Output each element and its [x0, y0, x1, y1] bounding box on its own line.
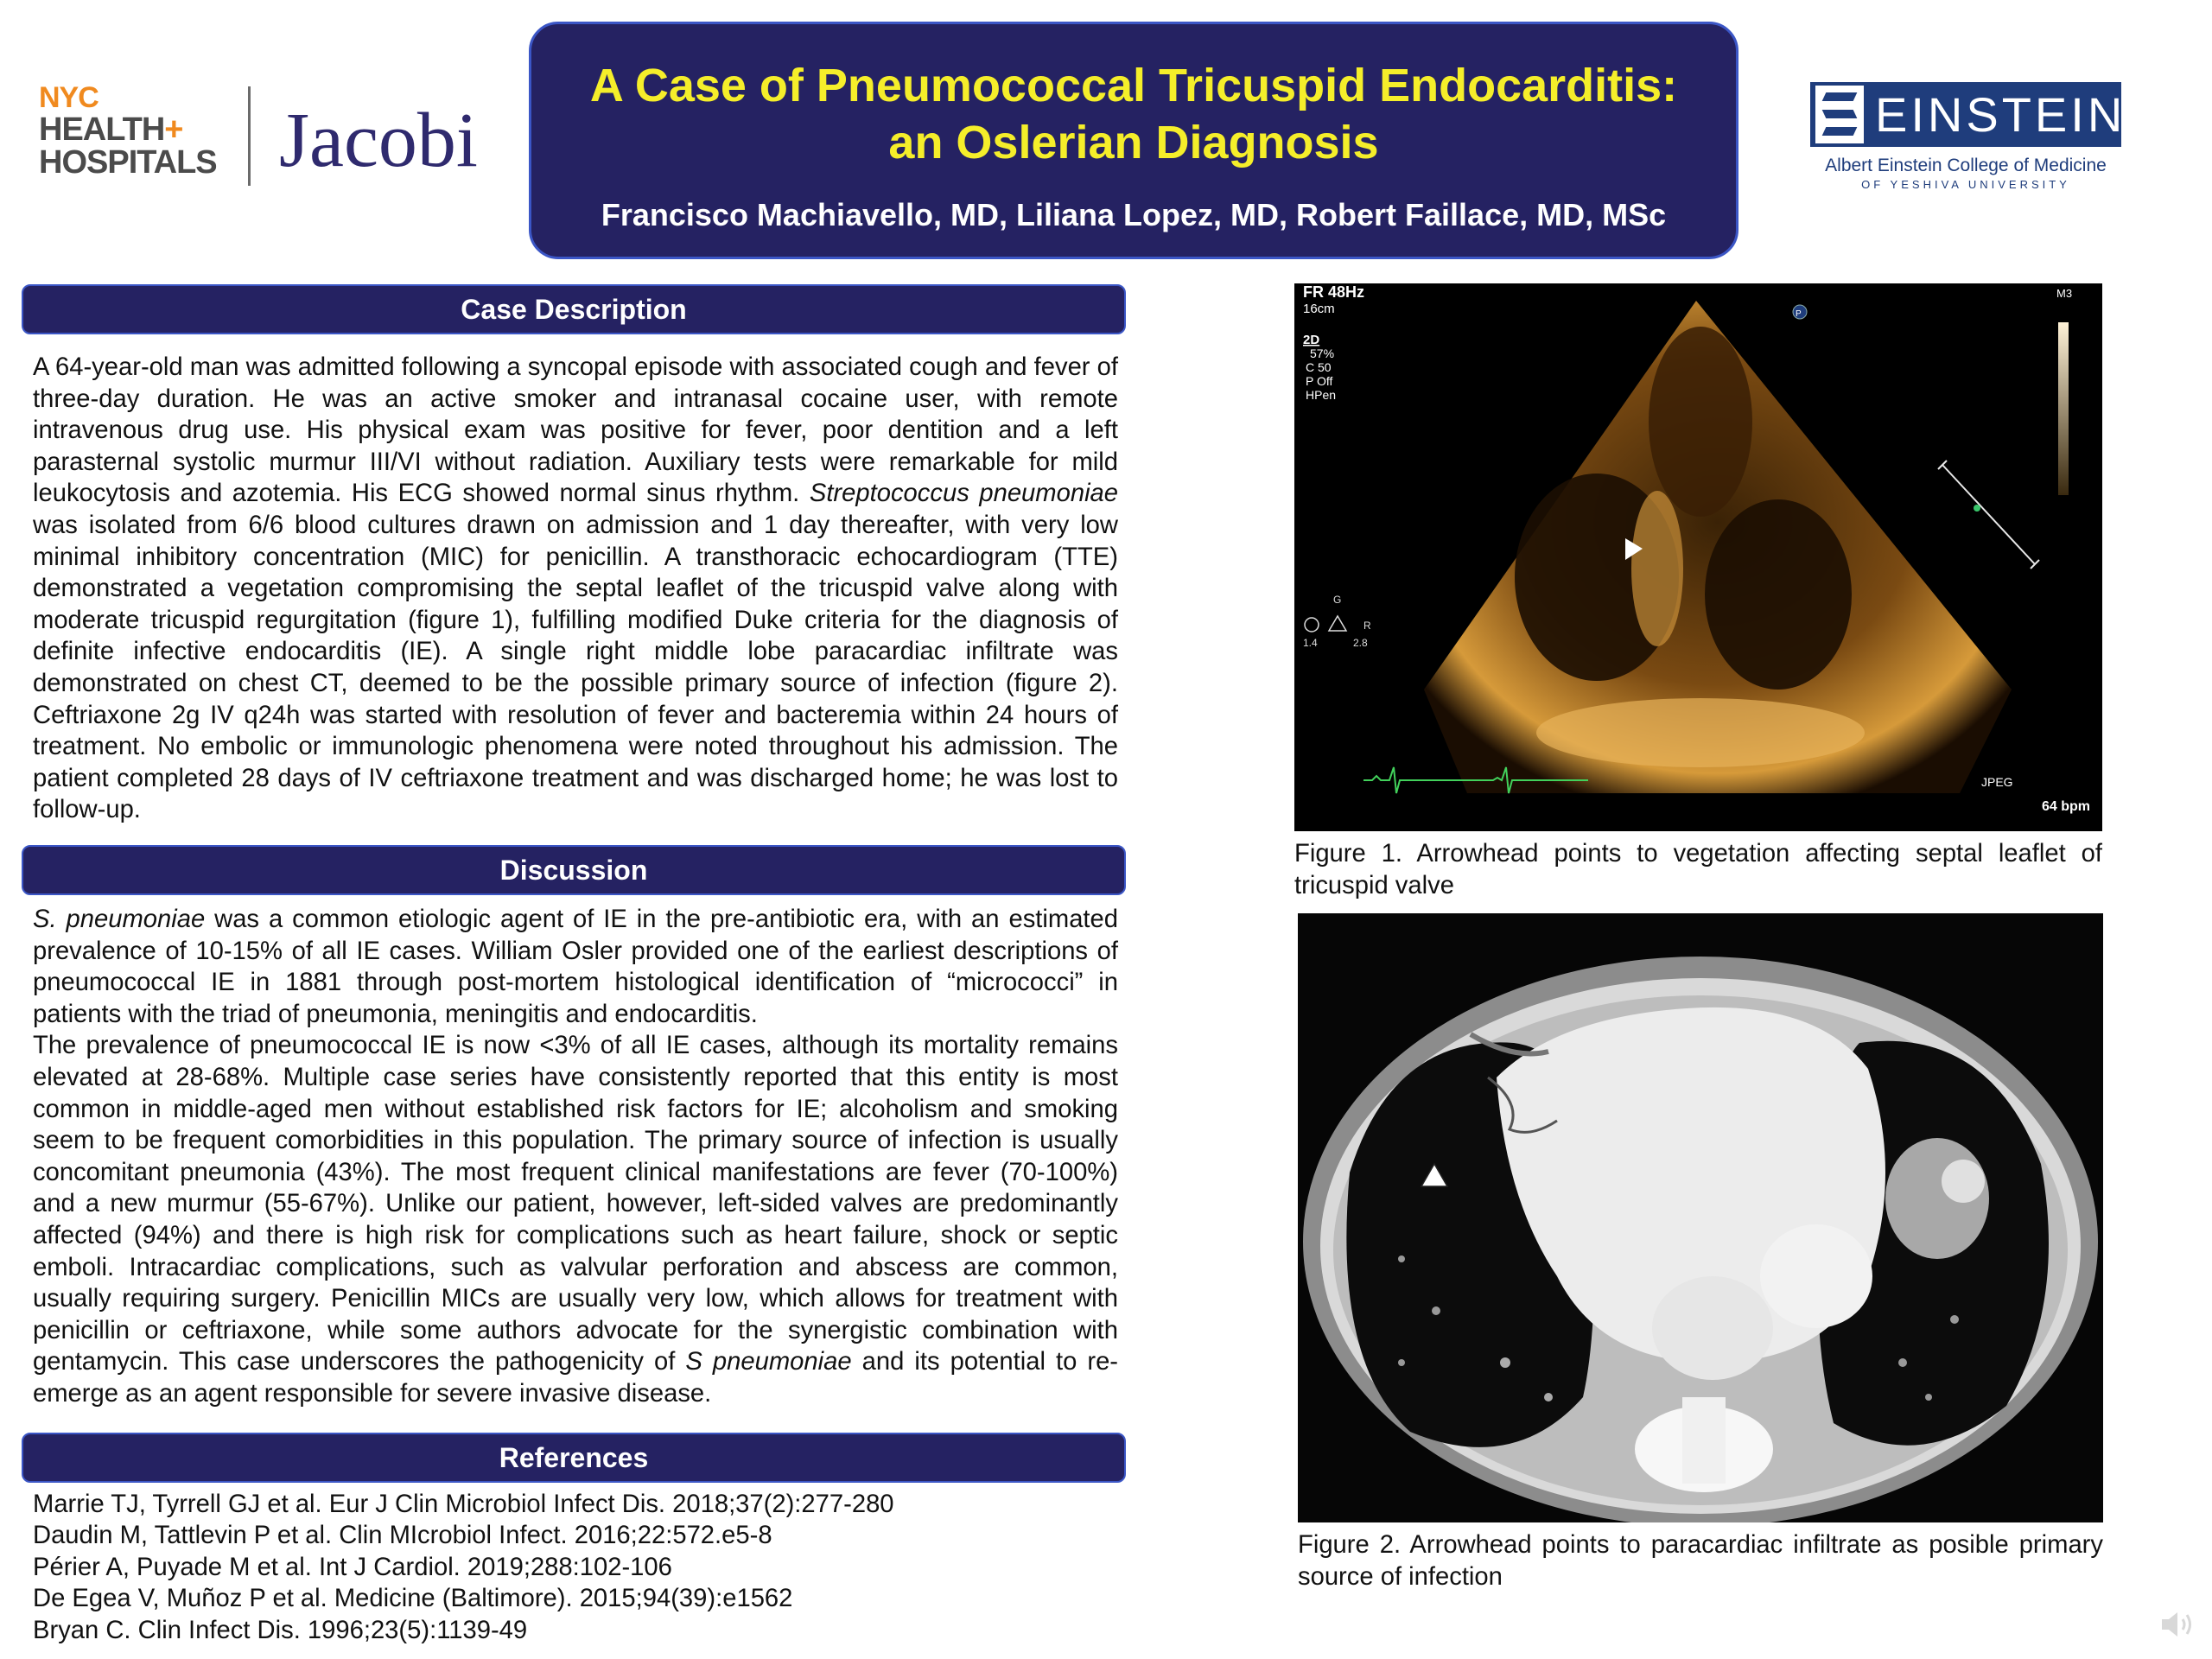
discussion-p2-text: The prevalence of pneumococcal IE is now <3% of all IE cases, although its mortality remains elevated at 28-68%. Multiple case series have consistently reported that this entity is most common in middle-aged men without established risk factors for IE; alcoholism and smoking seem to be frequent comorbidities in this population. The primary source of infection is usually concomitant pneumonia (43%). The most frequent clinical manifestations are fever (70-100%) and a new murmur (55-67%). Unlike our patient, however, left-sided valves are predominantly affected (94%) and there is high risk for complications such as heart failure, shock or septic emboli. Intracardiac complications, such as valvular perforation and abscess are common, usually requiring surgery. Penicillin MICs are usually very low, which allows for treatment with penicillin or ceftriaxone, while some authors advocate for the synergistic combination with gentamycin. This case underscores the pathogenicity of	[33, 1032, 1118, 1376]
echo-scale-left: 1.4	[1303, 637, 1318, 649]
case-description-text	[33, 352, 1118, 826]
nyc-health-hospitals-logo	[39, 82, 225, 179]
logo-nyc-text: NYC	[39, 81, 99, 114]
reference-item: Marrie TJ, Tyrrell GJ et al. Eur J Clin Microbiol Infect Dis. 2018;37(2):277-280	[33, 1491, 894, 1518]
case-organism-italic: Streptococcus pneumoniae	[809, 480, 1119, 508]
echo-scale-right: 2.8	[1353, 637, 1368, 649]
logo-plus-text: +	[164, 111, 183, 148]
case-description-heading: Case Description	[22, 284, 1126, 334]
reference-item: Bryan C. Clin Infect Dis. 1996;23(5):1139-49	[33, 1616, 528, 1644]
echo-harmonic: HPen	[1306, 388, 1337, 402]
echo-frame-rate: FR 48Hz	[1303, 283, 1365, 301]
references-heading: References	[22, 1433, 1126, 1483]
reference-item: Périer A, Puyade M et al. Int J Cardiol. 2019;288:102-106	[33, 1553, 672, 1581]
echo-depth: 16cm	[1303, 302, 1335, 316]
echocardiogram-image	[1294, 283, 2102, 831]
reference-item: De Egea V, Muñoz P et al. Medicine (Baltimore). 2015;94(39):e1562	[33, 1585, 793, 1613]
echo-probe: M3	[2056, 287, 2073, 300]
echo-power: P Off	[1306, 374, 1333, 388]
logo-divider	[248, 86, 251, 186]
echo-format: JPEG	[1981, 775, 2013, 789]
figure-1-caption: Figure 1. Arrowhead points to vegetation affecting septal leaflet of tricuspid valve	[1294, 840, 2102, 899]
case-text-part2: was isolated from 6/6 blood cultures drawn on admission and 1 day thereafter, with very low minimal inhibitory concentration (MIC) for penicillin. A transthoracic echocardiogram (TTE) demonstrated a vegetation compromising the septal leaflet of the tricuspid valve along with moderate tricuspid regurgitation (figure 1), fulfilling modified Duke criteria for the diagnosis of definite infective endocarditis (IE). A single right middle lobe paracardiac infiltrate was demonstrated on chest CT, deemed to be the possible primary source of infection (figure 2). Ceftriaxone 2g IV q24h was started with resolution of fever and bacteremia within 24 hours of treatment. No embolic or immunologic phenomena were noted throughout his admission. The patient completed 28 days of IV ceftriaxone treatment and was discharged home; he was lost to follow-up.	[33, 511, 1118, 824]
logo-hospitals-text: HOSPITALS	[39, 144, 217, 181]
einstein-wordmark: EINSTEIN	[1875, 87, 2126, 142]
echo-gain: 57%	[1310, 346, 1335, 360]
echo-mode: 2D	[1303, 333, 1320, 347]
discussion-paragraph-1	[33, 904, 1118, 1030]
einstein-subtitle-2: OF YESHIVA UNIVERSITY	[1861, 178, 2070, 191]
references-list	[33, 1489, 894, 1646]
discussion-p1-text: was a common etiologic agent of IE in the pre-antibiotic era, with an estimated prevalence of 10-15% of all IE cases. William Osler provided one of the earliest descriptions of pneumococcal IE in 1881 through post-mortem histological identification of “micrococci” in patients with the triad of pneumonia, meningitis and endocarditis.	[33, 906, 1118, 1028]
poster-authors: Francisco Machiavello, MD, Liliana Lopez, MD, Robert Faillace, MD, MSc	[601, 197, 1667, 232]
einstein-subtitle: Albert Einstein College of Medicine	[1825, 156, 2107, 175]
discussion-p2-end: and its potential to re-emerge as an agent responsible for severe invasive disease.	[33, 1348, 1119, 1408]
discussion-organism-italic: S. pneumoniae	[33, 906, 206, 933]
einstein-emblem-icon	[1815, 86, 1864, 143]
echo-comp: C 50	[1306, 360, 1332, 374]
figure-2-caption: Figure 2. Arrowhead points to paracardiac infiltrate as posible primary source of infection	[1298, 1531, 2103, 1591]
discussion-paragraph-2	[33, 1030, 1118, 1409]
title-banner	[529, 22, 1738, 259]
reference-item: Daudin M, Tattlevin P et al. Clin MIcrobiol Infect. 2016;22:572.e5-8	[33, 1522, 772, 1550]
case-text-part1: A 64-year-old man was admitted following a syncopal episode with associated cough and fever of three-day duration. He was an active smoker and intranasal cocaine user, with remote intravenous drug use. His physical exam was positive for fever, poor dentition and a left parasternal systolic murmur III/VI without radiation. Auxiliary tests were remarkable for mild leukocytosis and azotemia. His ECG showed normal sinus rhythm.	[33, 353, 1118, 508]
speaker-icon[interactable]	[2158, 1607, 2200, 1642]
echo-g-label: G	[1333, 594, 1342, 606]
einstein-logo	[1810, 82, 2126, 191]
echo-p-marker: P	[1796, 309, 1802, 319]
echo-r-label: R	[1363, 620, 1371, 632]
discussion-p2-italic: S pneumoniae	[685, 1348, 852, 1376]
discussion-heading: Discussion	[22, 845, 1126, 895]
poster-title: A Case of Pneumococcal Tricuspid Endocarditis: an Oslerian Diagnosis	[589, 60, 1678, 168]
discussion-text	[33, 904, 1118, 1410]
logo-health-text: HEALTH	[39, 111, 165, 148]
chest-ct-image	[1298, 913, 2103, 1522]
jacobi-logo: Jacobi	[279, 98, 478, 183]
echo-heart-rate: 64 bpm	[2042, 799, 2091, 814]
